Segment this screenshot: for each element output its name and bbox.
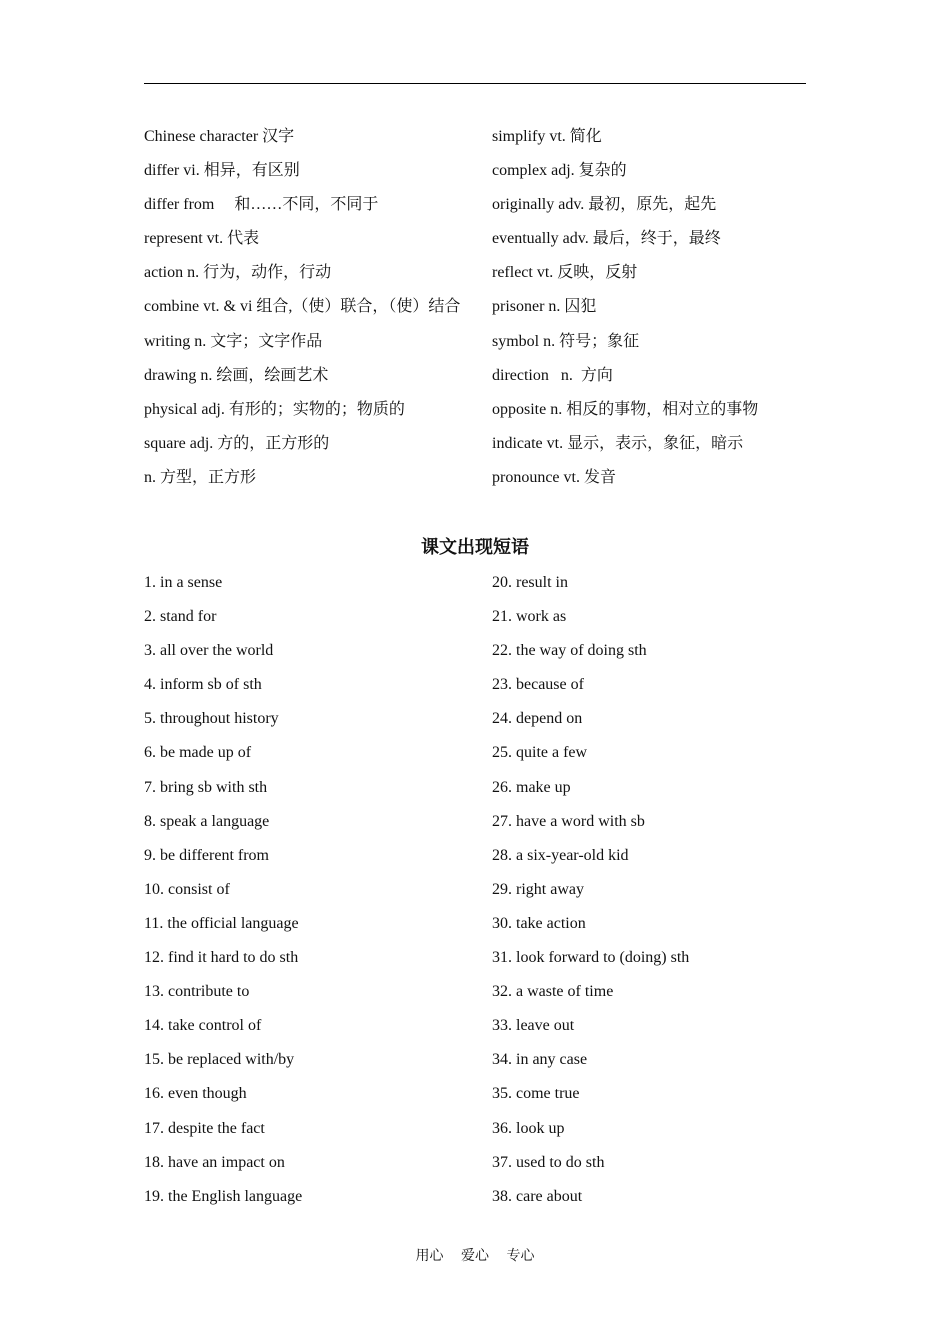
phrase-entry: 16. even though: [144, 1085, 247, 1103]
vocab-row: [144, 332, 806, 366]
phrase-row: [144, 675, 806, 709]
vocab-entry: represent vt. 代表: [144, 230, 260, 248]
phrase-row: [144, 573, 806, 607]
phrase-row: [144, 1187, 806, 1221]
phrase-entry: 28. a six-year-old kid: [492, 846, 629, 864]
vocab-entry: square adj. 方的，正方形的: [144, 434, 330, 452]
phrase-row: [144, 709, 806, 743]
vocab-entry: physical adj. 有形的；实物的；物质的: [144, 400, 405, 418]
phrases-section-title: 课文出现短语: [421, 537, 529, 557]
phrase-row: [144, 641, 806, 675]
vocab-entry: n. 方型，正方形: [144, 468, 257, 486]
phrase-row: [144, 1084, 806, 1118]
vocab-entry: simplify vt. 简化: [492, 128, 602, 145]
phrase-entry: 23. because of: [492, 676, 584, 694]
phrase-entry: 13. contribute to: [144, 983, 250, 1001]
vocab-entry: complex adj. 复杂的: [492, 162, 627, 180]
phrase-row: [144, 1153, 806, 1187]
phrase-row: [144, 607, 806, 641]
vocab-row: [144, 229, 806, 263]
phrase-entry: 32. a waste of time: [492, 983, 614, 1001]
vocab-entry: prisoner n. 囚犯: [492, 298, 597, 316]
phrase-entry: 1. in a sense: [144, 574, 223, 591]
phrase-entry: 21. work as: [492, 608, 567, 626]
phrase-entry: 14. take control of: [144, 1017, 262, 1035]
phrase-row: [144, 743, 806, 777]
phrase-entry: 7. bring sb with sth: [144, 778, 268, 796]
phrase-entry: 20. result in: [492, 574, 568, 591]
phrase-row: [144, 1016, 806, 1050]
vocabulary-list: [144, 127, 806, 502]
vocab-entry: differ vi. 相异，有区别: [144, 162, 300, 180]
phrase-entry: 34. in any case: [492, 1051, 588, 1069]
phrase-entry: 19. the English language: [144, 1187, 303, 1205]
phrase-entry: 5. throughout history: [144, 710, 279, 728]
vocab-row: [144, 297, 806, 331]
vocab-entry: differ from 和……不同，不同于: [144, 196, 379, 214]
phrase-row: [144, 812, 806, 846]
phrase-entry: 31. look forward to (doing) sth: [492, 949, 690, 967]
vocab-entry: action n. 行为，动作，行动: [144, 264, 332, 282]
phrase-entry: 17. despite the fact: [144, 1119, 265, 1137]
phrase-entry: 2. stand for: [144, 608, 217, 626]
phrase-entry: 37. used to do sth: [492, 1153, 605, 1171]
vocab-entry: reflect vt. 反映，反射: [492, 264, 638, 282]
vocab-entry: pronounce vt. 发音: [492, 468, 616, 486]
phrase-row: [144, 914, 806, 948]
vocab-entry: combine vt. & vi 组合,（使）联合，（使）结合: [144, 298, 461, 316]
phrase-entry: 15. be replaced with/by: [144, 1051, 295, 1069]
phrase-entry: 33. leave out: [492, 1017, 575, 1035]
phrase-row: [144, 982, 806, 1016]
phrase-entry: 18. have an impact on: [144, 1153, 285, 1171]
vocab-entry: direction n. 方向: [492, 366, 613, 384]
vocab-row: [144, 434, 806, 468]
phrase-entry: 29. right away: [492, 880, 584, 898]
page-footer: 用心 爱心 专心: [415, 1249, 535, 1264]
phrase-entry: 26. make up: [492, 778, 571, 796]
phrase-entry: 38. care about: [492, 1187, 583, 1205]
phrase-entry: 24. depend on: [492, 710, 583, 728]
vocab-row: [144, 263, 806, 297]
vocab-row: [144, 400, 806, 434]
vocab-entry: originally adv. 最初，原先，起先: [492, 196, 717, 214]
phrase-row: [144, 880, 806, 914]
phrase-entry: 12. find it hard to do sth: [144, 949, 299, 967]
vocab-row: [144, 195, 806, 229]
phrase-entry: 8. speak a language: [144, 812, 270, 830]
vocab-row: [144, 127, 806, 161]
phrase-row: [144, 778, 806, 812]
header-rule: [144, 83, 806, 84]
vocab-row: [144, 161, 806, 195]
phrase-entry: 9. be different from: [144, 846, 269, 864]
phrase-entry: 11. the official language: [144, 914, 299, 932]
vocab-row: [144, 468, 806, 502]
vocab-row: [144, 366, 806, 400]
phrase-entry: 22. the way of doing sth: [492, 642, 647, 660]
vocab-entry: writing n. 文字；文字作品: [144, 332, 323, 350]
phrase-row: [144, 948, 806, 982]
phrase-row: [144, 1050, 806, 1084]
vocab-entry: symbol n. 符号；象征: [492, 332, 640, 350]
phrase-entry: 27. have a word with sb: [492, 812, 645, 830]
phrase-row: [144, 1119, 806, 1153]
phrase-entry: 3. all over the world: [144, 642, 274, 660]
vocab-entry: drawing n. 绘画，绘画艺术: [144, 366, 329, 384]
vocab-entry: indicate vt. 显示，表示，象征，暗示: [492, 434, 744, 452]
vocab-entry: eventually adv. 最后，终于，最终: [492, 230, 721, 248]
phrase-entry: 36. look up: [492, 1119, 565, 1137]
vocab-entry: Chinese character 汉字: [144, 128, 295, 145]
phrase-entry: 35. come true: [492, 1085, 580, 1103]
phrase-list: [144, 573, 806, 1221]
phrase-entry: 4. inform sb of sth: [144, 676, 262, 694]
phrase-entry: 10. consist of: [144, 880, 230, 898]
vocab-entry: opposite n. 相反的事物，相对立的事物: [492, 400, 759, 418]
phrase-row: [144, 846, 806, 880]
phrase-entry: 25. quite a few: [492, 744, 588, 762]
phrase-entry: 6. be made up of: [144, 744, 252, 762]
phrase-entry: 30. take action: [492, 914, 586, 932]
